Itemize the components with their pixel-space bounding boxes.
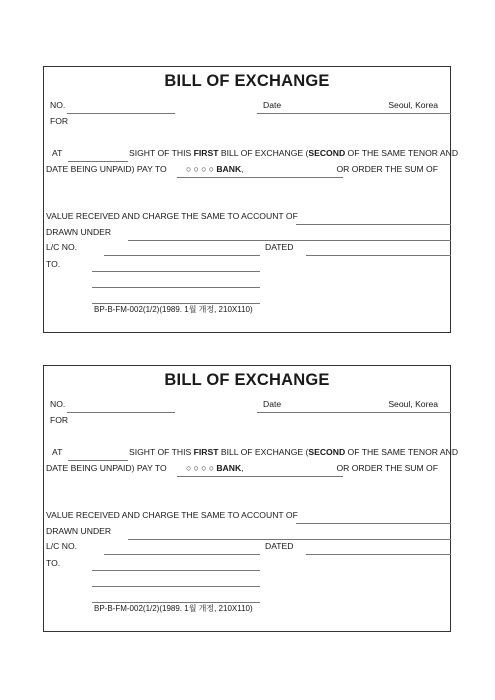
lc-no-label: L/C NO. xyxy=(46,242,78,252)
at-field[interactable] xyxy=(68,161,128,162)
lc-no-field[interactable] xyxy=(104,554,260,555)
date-unpaid-text: DATE BEING UNPAID) PAY TO xyxy=(46,164,167,174)
place-text: Seoul, Korea xyxy=(388,399,438,409)
sight-post-text: OF THE SAME TENOR AND xyxy=(345,148,459,158)
pay-to-field[interactable] xyxy=(177,177,343,178)
sight-pre-text: SIGHT OF THIS xyxy=(129,447,194,457)
order-sum-text: OR ORDER THE SUM OF xyxy=(336,463,438,473)
form-title: BILL OF EXCHANGE xyxy=(164,72,330,90)
at-label: AT xyxy=(52,148,63,158)
lc-no-field[interactable] xyxy=(104,255,260,256)
sight-mid-text: BILL OF EXCHANGE ( xyxy=(218,447,309,457)
for-label: FOR xyxy=(50,415,69,425)
to-label: TO. xyxy=(46,558,61,568)
bank-circles: ○ ○ ○ ○ xyxy=(186,164,217,174)
date-field[interactable] xyxy=(257,412,451,413)
to-field-line-3[interactable] xyxy=(92,303,260,304)
dated-field[interactable] xyxy=(306,554,451,555)
bill-of-exchange-form-2 xyxy=(43,365,459,632)
to-label: TO. xyxy=(46,259,61,269)
no-field[interactable] xyxy=(67,412,175,413)
bank-text: BANK xyxy=(216,164,242,174)
dated-label: DATED xyxy=(265,242,294,252)
no-label: NO. xyxy=(50,100,66,110)
date-unpaid-text: DATE BEING UNPAID) PAY TO xyxy=(46,463,167,473)
pay-to-field[interactable] xyxy=(177,476,343,477)
form-title: BILL OF EXCHANGE xyxy=(164,371,330,389)
order-sum-text: OR ORDER THE SUM OF xyxy=(336,164,438,174)
first-text: FIRST xyxy=(193,447,219,457)
at-field[interactable] xyxy=(68,460,128,461)
at-label: AT xyxy=(52,447,63,457)
second-text: SECOND xyxy=(308,447,346,457)
second-text: SECOND xyxy=(308,148,346,158)
first-text: FIRST xyxy=(193,148,219,158)
form-code: BP-B-FM-002(1/2)(1989. 1월 개정, 210X110) xyxy=(94,305,253,314)
to-field-line-1[interactable] xyxy=(92,570,260,571)
to-field-line-2[interactable] xyxy=(92,586,260,587)
bank-comma: , xyxy=(241,164,244,174)
sight-clause xyxy=(129,447,458,457)
form-code: BP-B-FM-002(1/2)(1989. 1월 개정, 210X110) xyxy=(94,604,253,613)
value-received-text: VALUE RECEIVED AND CHARGE THE SAME TO ACCOUNT OF xyxy=(46,211,298,221)
to-field-line-3[interactable] xyxy=(92,602,260,603)
drawn-under-field[interactable] xyxy=(128,539,451,540)
dated-label: DATED xyxy=(265,541,294,551)
sight-pre-text: SIGHT OF THIS xyxy=(129,148,194,158)
bank-name xyxy=(186,463,244,473)
bank-circles: ○ ○ ○ ○ xyxy=(186,463,217,473)
value-received-text: VALUE RECEIVED AND CHARGE THE SAME TO ACCOUNT OF xyxy=(46,510,298,520)
bill-of-exchange-form-1 xyxy=(43,66,459,333)
account-of-field[interactable] xyxy=(296,523,451,524)
account-of-field[interactable] xyxy=(296,224,451,225)
dated-field[interactable] xyxy=(306,255,451,256)
lc-no-label: L/C NO. xyxy=(46,541,78,551)
drawn-under-label: DRAWN UNDER xyxy=(46,526,112,536)
sight-clause xyxy=(129,148,458,158)
sight-mid-text: BILL OF EXCHANGE ( xyxy=(218,148,309,158)
date-label: Date xyxy=(263,100,282,110)
date-label: Date xyxy=(263,399,282,409)
sight-post-text: OF THE SAME TENOR AND xyxy=(345,447,459,457)
date-field[interactable] xyxy=(257,113,451,114)
drawn-under-field[interactable] xyxy=(128,240,451,241)
bank-comma: , xyxy=(241,463,244,473)
drawn-under-label: DRAWN UNDER xyxy=(46,227,112,237)
no-label: NO. xyxy=(50,399,66,409)
to-field-line-2[interactable] xyxy=(92,287,260,288)
to-field-line-1[interactable] xyxy=(92,271,260,272)
bank-name xyxy=(186,164,244,174)
place-text: Seoul, Korea xyxy=(388,100,438,110)
no-field[interactable] xyxy=(67,113,175,114)
for-label: FOR xyxy=(50,116,69,126)
bank-text: BANK xyxy=(216,463,242,473)
